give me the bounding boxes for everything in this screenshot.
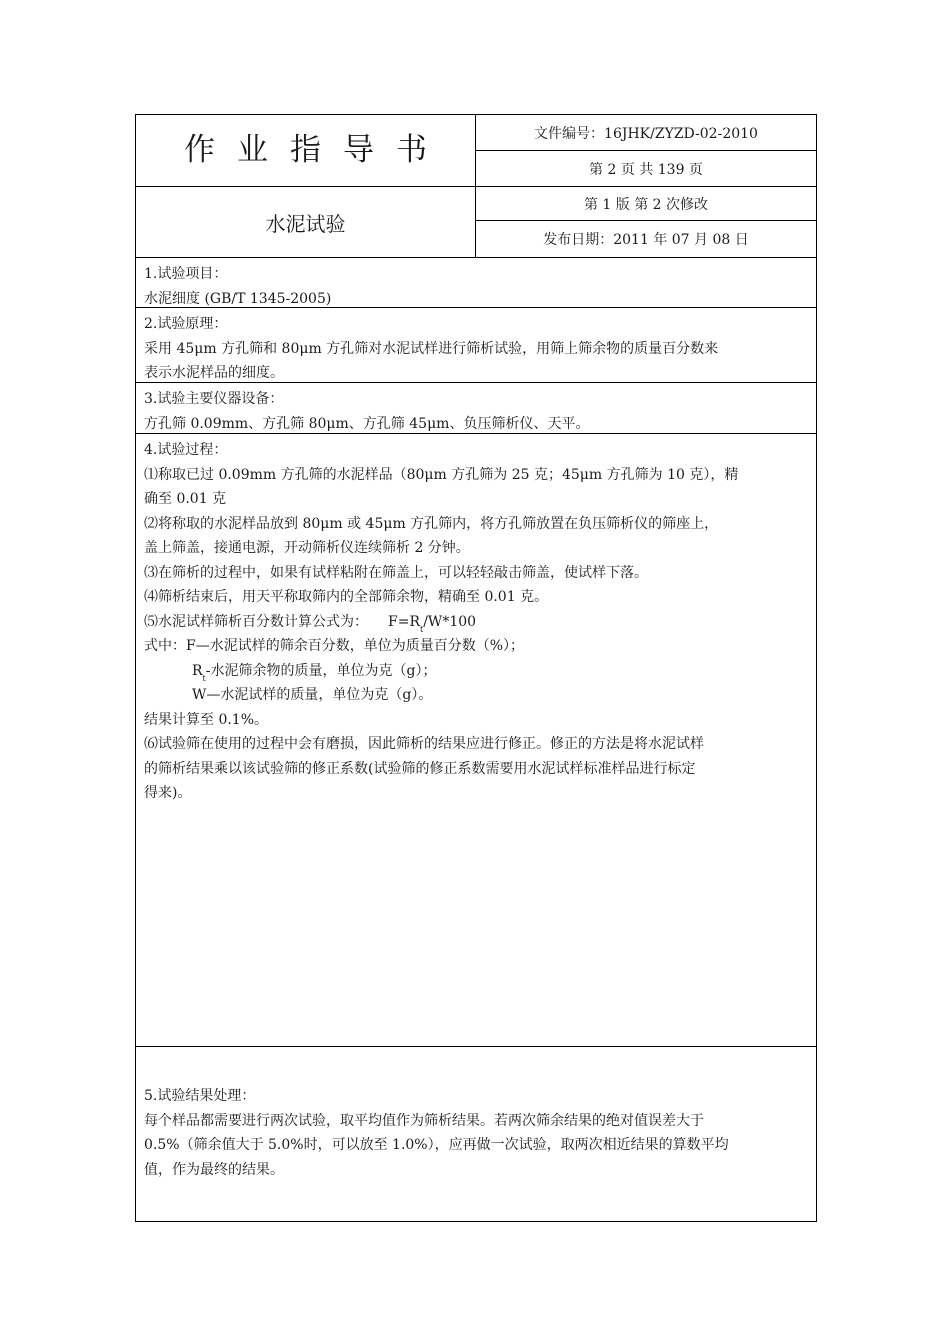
rt-line xyxy=(144,659,808,684)
document-title: 作业指导书 xyxy=(136,115,475,187)
correction-line: 得来)。 xyxy=(144,785,192,801)
document-subtitle: 水泥试验 xyxy=(265,212,346,236)
header-title-block xyxy=(136,115,476,257)
section-line: ⑴称取已过 0.09mm 方孔筛的水泥样品（80μm 方孔筛为 25 克；45μm 方孔筛为 10 克），精 xyxy=(144,466,739,483)
result-precision-line: 结果计算至 0.1%。 xyxy=(144,711,269,728)
section-line: 表示水泥样品的细度。 xyxy=(144,365,284,381)
section-test-principle xyxy=(136,308,816,383)
section-line: ⑶在筛析的过程中，如果有试样粘附在筛盖上，可以轻轻敲击筛盖，使试样下落。 xyxy=(144,564,648,581)
formula-subscript: t xyxy=(420,624,424,634)
formula-part: F=R xyxy=(388,613,420,630)
section-line: 水泥细度 (GB/T 1345-2005) xyxy=(144,290,332,307)
section-heading: 2.试验原理： xyxy=(144,316,228,332)
section-line: 值，作为最终的结果。 xyxy=(144,1161,284,1178)
w-line: W—水泥试样的质量，单位为克（g）。 xyxy=(192,687,433,703)
section-line: 每个样品都需要进行两次试验，取平均值作为筛析结果。若两次筛余结果的绝对值误差大于 xyxy=(144,1112,704,1129)
section-test-item xyxy=(136,258,816,308)
formula-label: ⑸水泥试样筛析百分数计算公式为： xyxy=(144,613,368,630)
release-date: 发布日期：2011 年 07 月 08 日 xyxy=(543,232,749,248)
section-line: 方孔筛 0.09mm、方孔筛 80μm、方孔筛 45μm、负压筛析仪、天平。 xyxy=(144,415,590,432)
section-result-processing xyxy=(136,1047,816,1221)
doc-number: 文件编号：16JHK/ZYZD-02-2010 xyxy=(476,115,816,151)
section-heading: 3.试验主要仪器设备： xyxy=(144,391,284,407)
section-line: 确至 0.01 克 xyxy=(144,491,227,507)
section-heading: 4.试验过程： xyxy=(144,442,228,458)
correction-line: 的筛析结果乘以该试验筛的修正系数(试验筛的修正系数需要用水泥试样标准样品进行标定 xyxy=(144,760,696,777)
formula-part: /W*100 xyxy=(423,613,477,630)
document-header xyxy=(136,115,816,258)
section-line: ⑷筛析结束后，用天平称取筛内的全部筛余物，精确至 0.01 克。 xyxy=(144,589,549,605)
where-line: 式中：F—水泥试样的筛余百分数，单位为质量百分数（%）； xyxy=(144,638,525,654)
header-meta-block xyxy=(476,115,816,257)
section-heading: 5.试验结果处理： xyxy=(144,1088,256,1104)
section-line: 盖上筛盖，接通电源，开动筛析仪连续筛析 2 分钟。 xyxy=(144,540,470,556)
version-info: 第 1 版 第 2 次修改 xyxy=(476,187,816,221)
section-equipment xyxy=(136,383,816,434)
formula-line xyxy=(144,610,808,635)
correction-line: ⑹试验筛在使用的过程中会有磨损，因此筛析的结果应进行修正。修正的方法是将水泥试样 xyxy=(144,736,704,752)
rt-symbol: R xyxy=(192,662,203,679)
section-line: ⑵将称取的水泥样品放到 80μm 或 45μm 方孔筛内，将方孔筛放置在负压筛析仪的筛座上， xyxy=(144,515,719,532)
section-test-process xyxy=(136,434,816,1047)
section-line: 采用 45μm 方孔筛和 80μm 方孔筛对水泥试样进行筛析试验，用筛上筛余物的质量百分数来 xyxy=(144,340,719,357)
rt-subscript: t xyxy=(202,673,206,683)
section-heading: 1.试验项目： xyxy=(144,266,228,282)
section-line: 0.5%（筛余值大于 5.0%时，可以放至 1.0%），应再做一次试验，取两次相近结果的算数平均 xyxy=(144,1137,729,1153)
rt-desc: -水泥筛余物的质量，单位为克（g）； xyxy=(205,662,437,679)
page-info: 第 2 页 共 139 页 xyxy=(476,151,816,187)
instruction-document xyxy=(135,114,817,1222)
